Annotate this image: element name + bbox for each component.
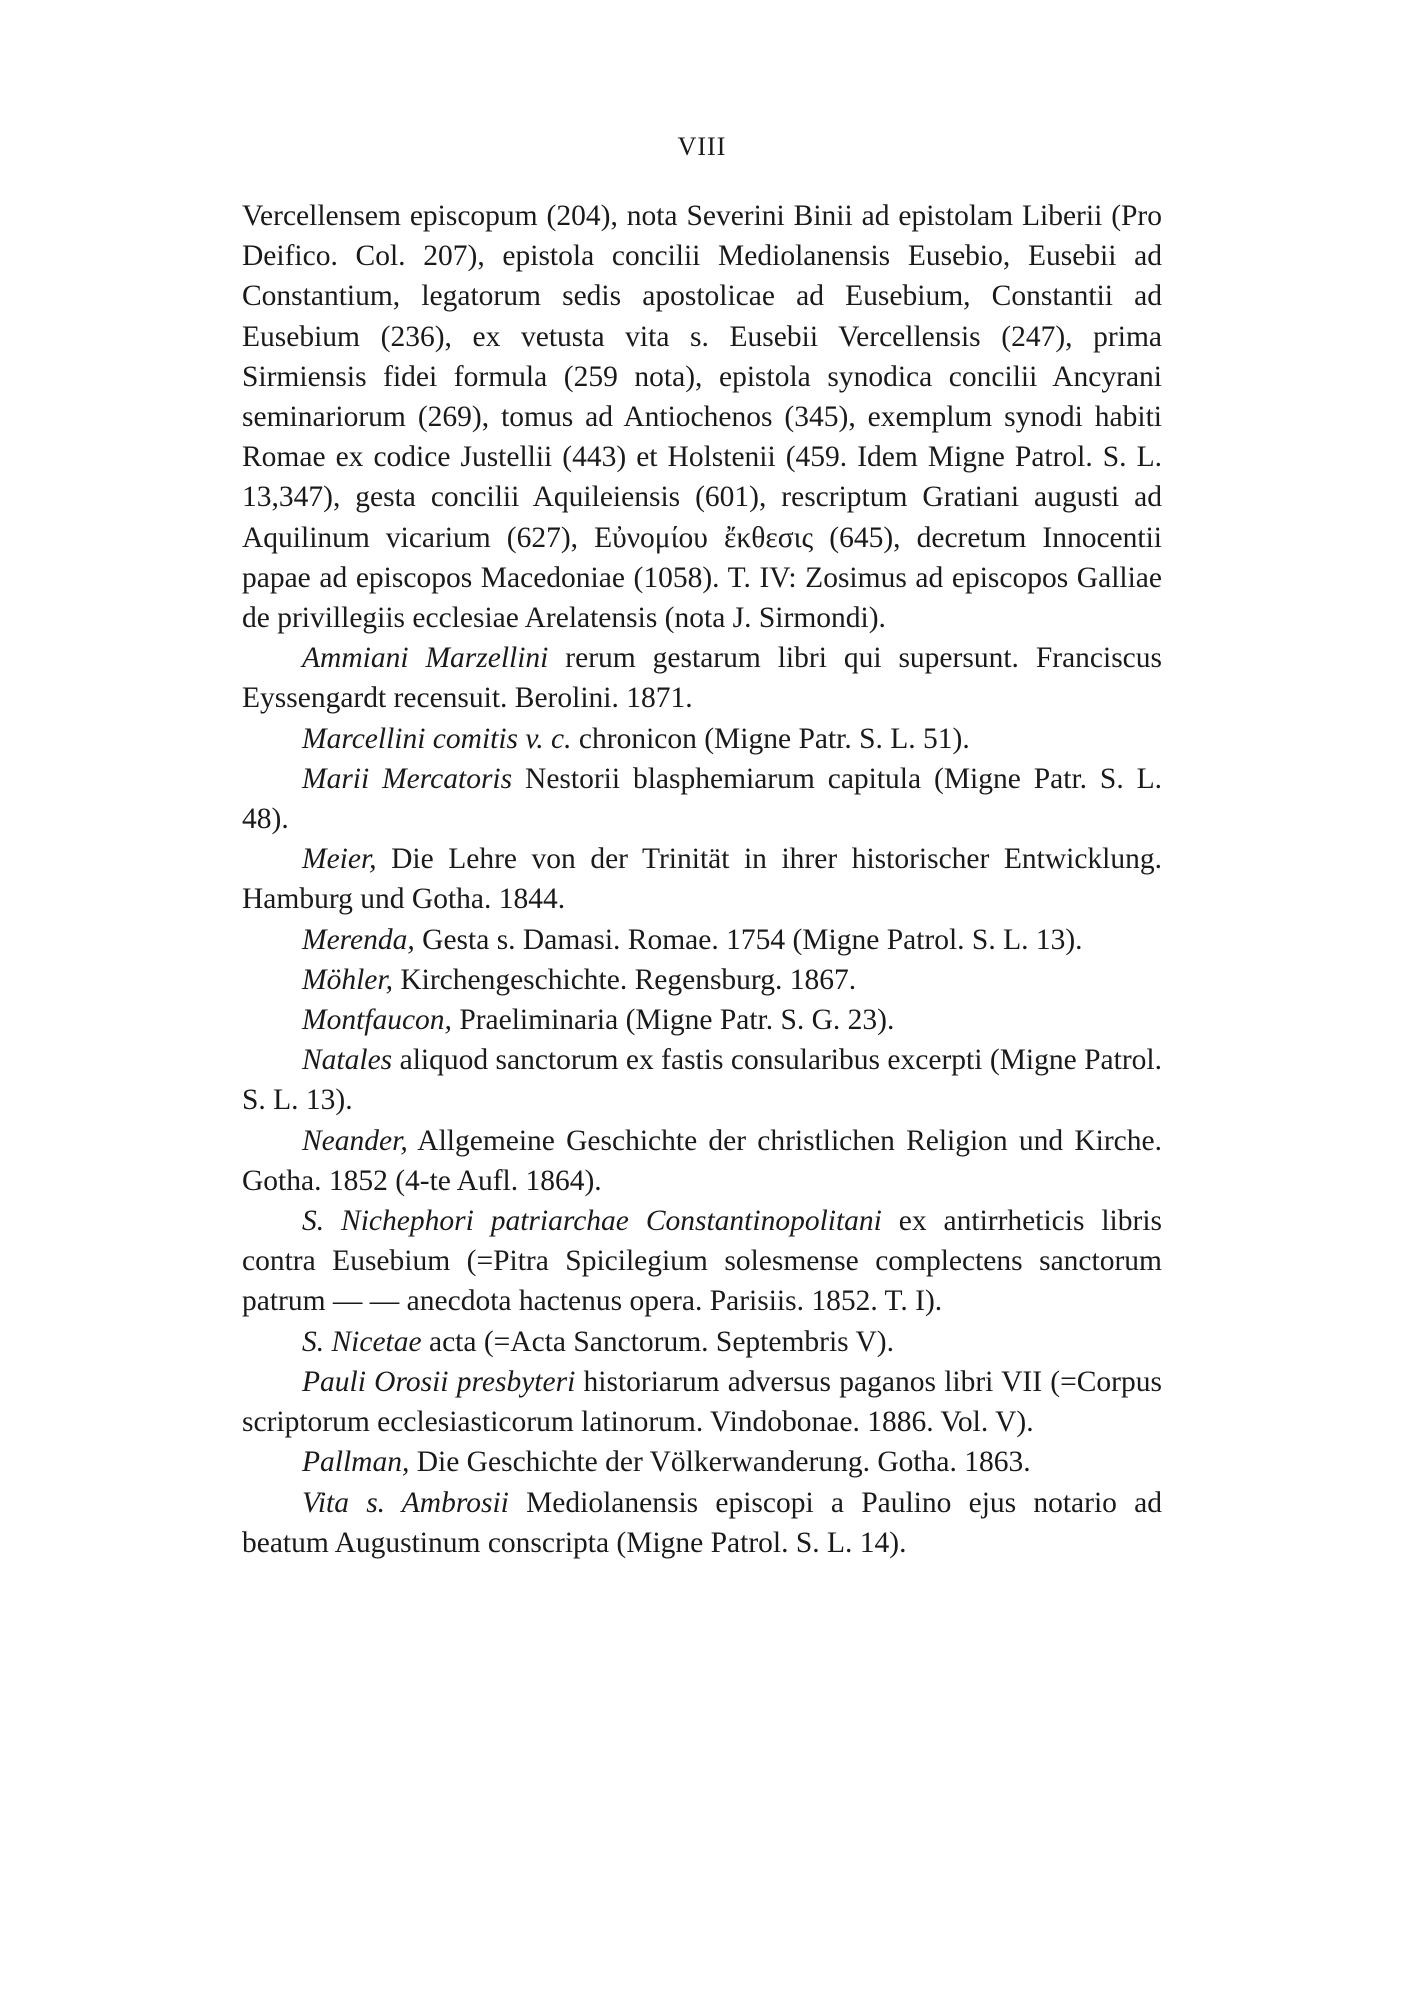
entry-author: Pallman,: [302, 1446, 410, 1479]
entry-author: Möhler,: [302, 963, 393, 996]
entry-text: Nestorii blasphemiarum capitula (Migne Patr. S. L. 48).: [242, 762, 1162, 836]
entry-text: Die Geschichte der Völkerwanderung. Gotha. 1863.: [409, 1446, 1031, 1479]
entry-author: Merenda,: [302, 923, 415, 956]
entry-text: Kirchengeschichte. Regensburg. 1867.: [392, 963, 857, 996]
bibliography-entry: [242, 839, 1162, 919]
entry-author: S. Nichephori patriarchae Constantinopolitani: [302, 1205, 882, 1238]
entry-author: Ammiani Marzellini: [302, 642, 549, 675]
entry-author: Meier,: [302, 843, 377, 876]
bibliography-entry: [242, 638, 1162, 718]
entry-text: Praeliminaria (Migne Patr. S. G. 23).: [451, 1004, 895, 1037]
bibliography-entry: [242, 1000, 1162, 1040]
entry-text: Mediolanensis episcopi a Paulino ejus notario ad beatum Augustinum conscripta (Migne Patrol. S. L. 14).: [242, 1486, 1162, 1559]
bibliography-entry: [242, 1201, 1162, 1322]
entry-text: ex antirrheticis libris contra Eusebium (=Pitra Spicilegium solesmense complectens sanctorum patrum — — anecdota hactenus opera. Parisiis. 1852. T. I).: [242, 1205, 1162, 1318]
entry-author: Vita s. Ambrosii: [302, 1486, 509, 1519]
entry-text: acta (=Acta Sanctorum. Septembris V).: [421, 1325, 894, 1358]
bibliography-text: [242, 196, 1162, 1563]
entry-author: Neander,: [302, 1124, 408, 1157]
entry-text: Die Lehre von der Trinität in ihrer historischer Entwicklung. Hamburg und Gotha. 1844.: [242, 843, 1162, 916]
entry-author: Marcellini comitis v. c.: [302, 722, 572, 755]
bibliography-entry: [242, 719, 1162, 759]
entry-text: rerum gestarum libri qui supersunt. Franciscus Eyssengardt recensuit. Berolini. 1871.: [242, 642, 1163, 715]
entry-author: Pauli Orosii presbyteri: [302, 1365, 576, 1398]
bibliography-entry: [242, 960, 1162, 1000]
continuation-paragraph: Vercellensem episcopum (204), nota Severini Binii ad epistolam Liberii (Pro Deifico. Col. 207), epistola concilii Mediolanensis Eusebio, Eusebii ad Constantium, legatorum sedis apostolicae ad Eusebium, Constantii ad Eusebium (236), ex vetusta vita s. Eusebii Vercellensis (247), prima Sirmiensis fidei formula (259 nota), epistola synodica concilii Ancyrani seminariorum (269), tomus ad Antiochenos (345), exemplum synodi habiti Romae ex codice Justellii (443) et Holstenii (459. Idem Migne Patrol. S. L. 13,347), gesta concilii Aquileiensis (601), rescriptum Gratiani augusti ad Aquilinum vicarium (627), Εὐνομίου ἔκθεσις (645), decretum Innocentii papae ad episcopos Macedoniae (1058). T. IV: Zosimus ad episcopos Galliae de privillegiis ecclesiae Arelatensis (nota J. Sirmondi).: [242, 200, 1162, 635]
bibliography-entry: [242, 1322, 1162, 1362]
entry-author: Montfaucon,: [302, 1004, 452, 1037]
bibliography-entry: [242, 1121, 1162, 1201]
page-number: VIII: [677, 132, 727, 161]
bibliography-entry: [242, 920, 1162, 960]
entry-author: Marii Mercatoris: [302, 762, 513, 795]
bibliography-entry: [242, 759, 1162, 839]
bibliography-entry: [242, 1362, 1162, 1442]
bibliography-entry: [242, 1040, 1162, 1120]
entry-text: historiarum adversus paganos libri VII (=Corpus scriptorum ecclesiasticorum latinorum. Vindobonae. 1886. Vol. V).: [242, 1365, 1162, 1439]
bibliography-entry: [242, 1442, 1162, 1482]
entry-text: Gesta s. Damasi. Romae. 1754 (Migne Patrol. S. L. 13).: [414, 923, 1083, 956]
entry-text: aliquod sanctorum ex fastis consularibus excerpti (Migne Patrol. S. L. 13).: [242, 1044, 1162, 1117]
bibliography-entry: [242, 1483, 1162, 1563]
entry-text: Allgemeine Geschichte der christlichen Religion und Kirche. Gotha. 1852 (4-te Aufl. 1864).: [242, 1124, 1162, 1197]
entry-text: chronicon (Migne Patr. S. L. 51).: [571, 722, 970, 755]
entry-author: Natales: [302, 1044, 393, 1077]
entry-author: S. Nicetae: [302, 1325, 422, 1358]
